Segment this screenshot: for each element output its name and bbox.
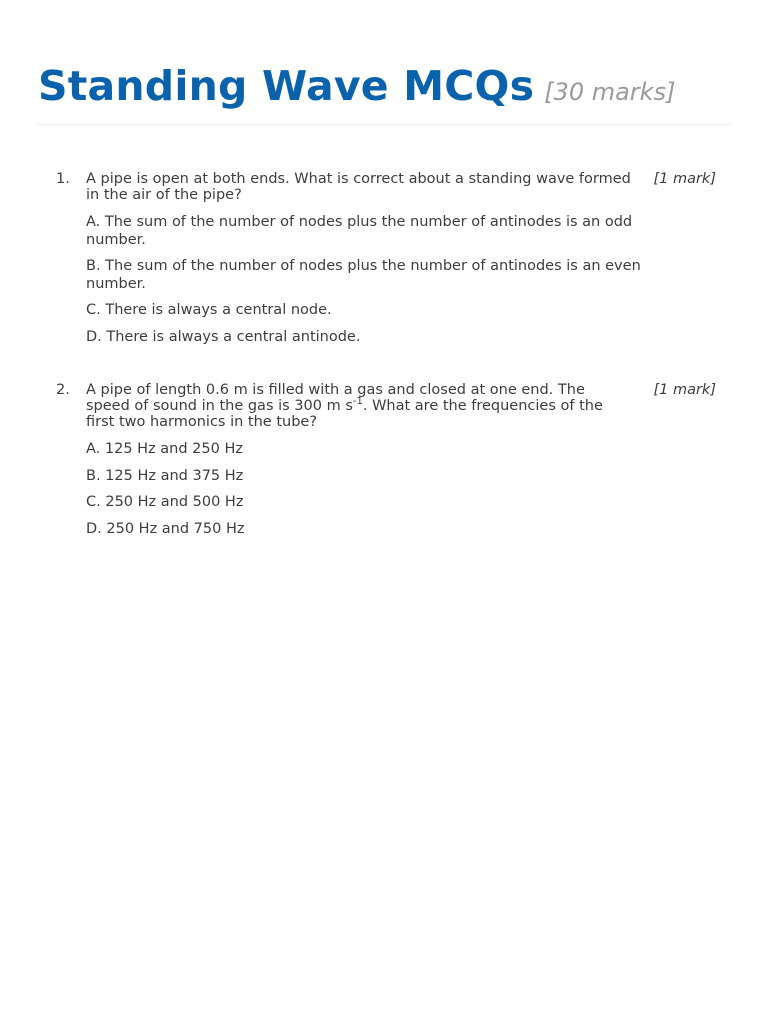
option-c: C. There is always a central node. [86, 302, 332, 318]
header-divider [38, 124, 730, 125]
question-marks: [1 mark] [653, 382, 716, 398]
option-d: D. 250 Hz and 750 Hz [86, 520, 245, 537]
answer-options [86, 214, 686, 346]
question-marks: [1 mark] [653, 171, 716, 187]
question-number: 2. [56, 382, 70, 398]
option-b: B. The sum of the number of nodes plus the number of antinodes is an even number. [86, 258, 641, 292]
page-title: Standing Wave MCQs [38, 62, 535, 110]
option-a: A. The sum of the number of nodes plus the number of antinodes is an odd number. [86, 214, 633, 248]
page-header [38, 62, 730, 110]
question-number: 1. [56, 171, 70, 187]
question-2 [56, 382, 716, 538]
question-stem-part1: A pipe of length 0.6 m is filled with a gas and closed at one end. The speed of sound in the gas is 300 m s [86, 382, 585, 414]
unit-exponent: -1 [352, 396, 363, 407]
option-b: B. 125 Hz and 375 Hz [86, 467, 244, 484]
question-list [56, 171, 716, 574]
question-stem: A pipe is open at both ends. What is correct about a standing wave formed in the air of the pipe? [86, 171, 631, 203]
option-c: C. 250 Hz and 500 Hz [86, 494, 244, 510]
option-a: A. 125 Hz and 250 Hz [86, 441, 243, 457]
option-d: D. There is always a central antinode. [86, 328, 361, 345]
question-stem [86, 382, 631, 430]
question-stem-part2: . What are the frequencies of the first two harmonics in the tube? [86, 398, 603, 430]
total-marks: [30 marks] [544, 78, 676, 106]
question-1 [56, 171, 716, 346]
answer-options [86, 441, 686, 538]
